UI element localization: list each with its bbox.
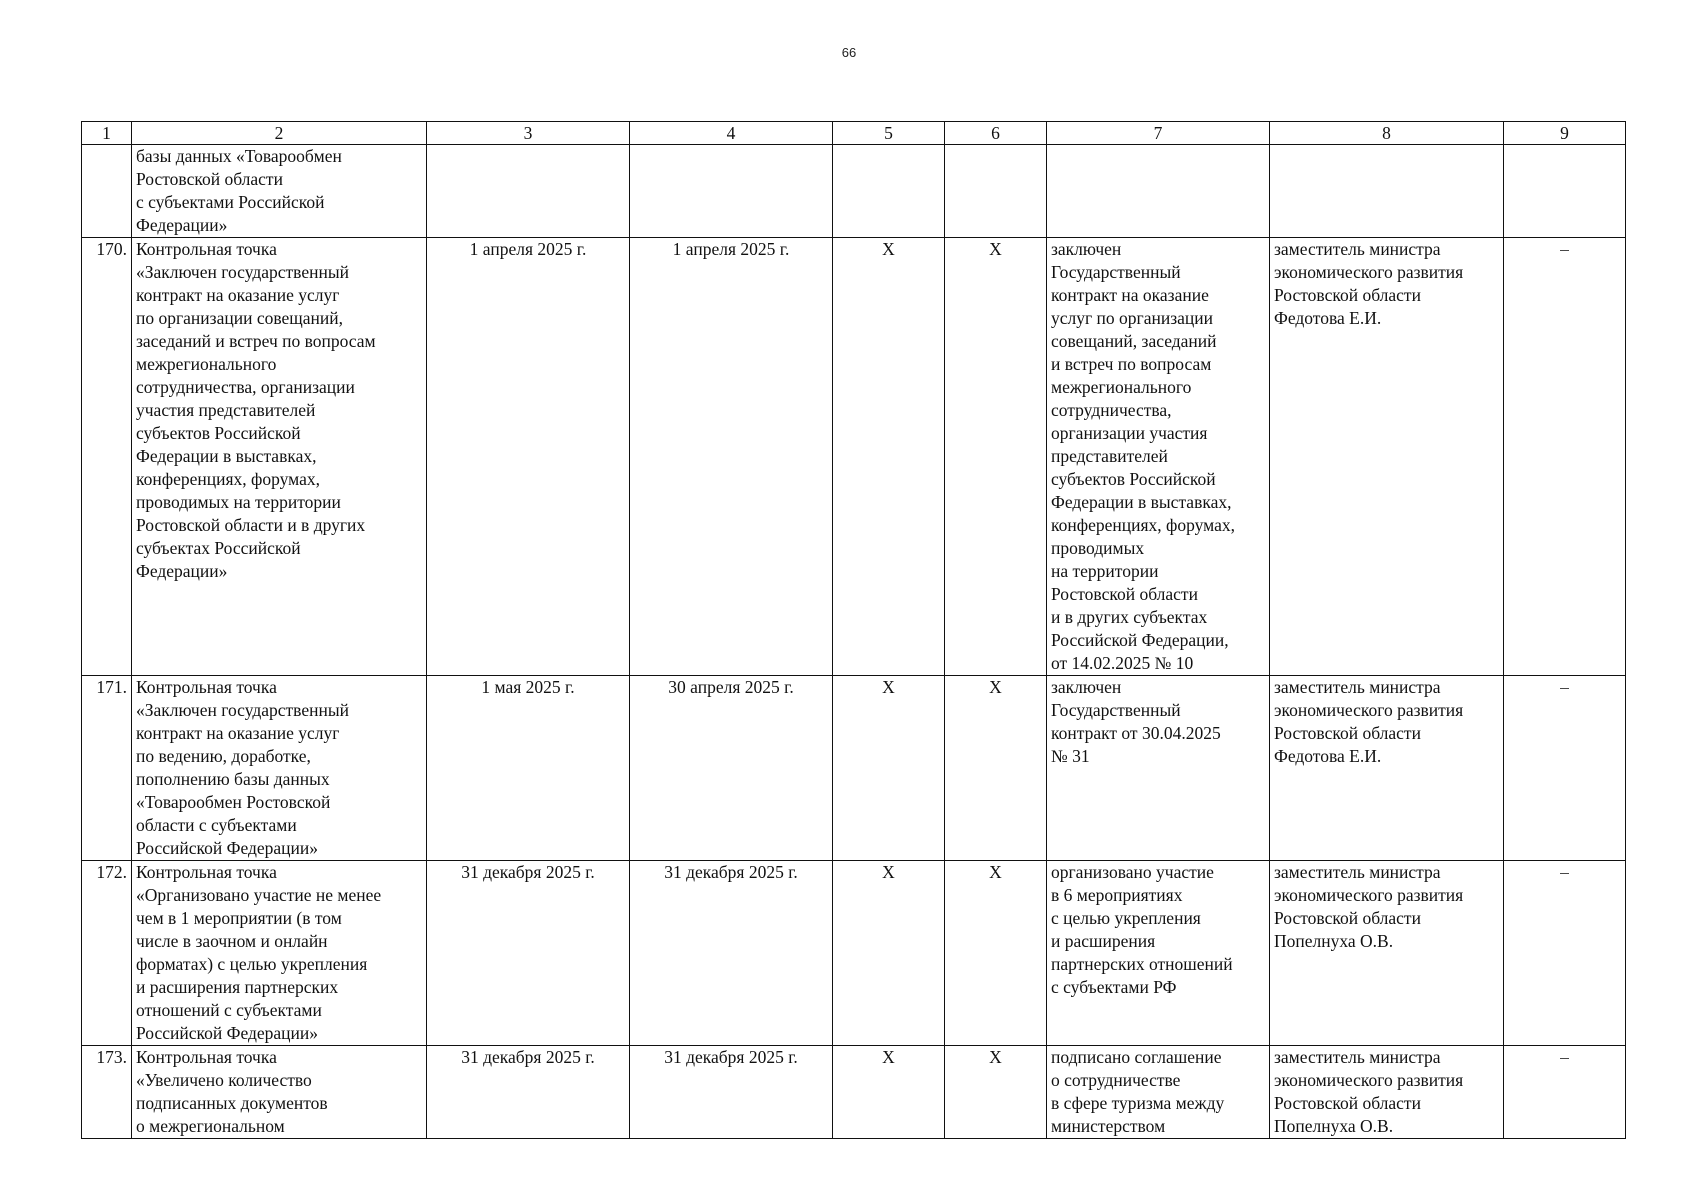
responsible-person: заместитель министра экономического развития Ростовской области Попелнуха О.В. bbox=[1270, 1046, 1504, 1139]
table-row bbox=[82, 676, 1626, 861]
column-6-value: X bbox=[945, 238, 1047, 676]
event-name: Контрольная точка «Увеличено количество подписанных документов о межрегиональном bbox=[132, 1046, 427, 1139]
result-text: заключен Государственный контракт на оказание услуг по организации совещаний, заседаний и встреч по вопросам межрегионального сотрудничества, организации участия представителей субъектов Российской Федерации в выставках, конференциях, форумах, проводимых на территории Ростовской области и в других субъектах Российской Федерации, от 14.02.2025 № 10 bbox=[1047, 238, 1270, 676]
control-points-table bbox=[81, 121, 1626, 1139]
responsible-person: заместитель министра экономического развития Ростовской области Попелнуха О.В. bbox=[1270, 861, 1504, 1046]
column-6-value: X bbox=[945, 676, 1047, 861]
column-6-value bbox=[945, 145, 1047, 238]
column-5-value: X bbox=[833, 1046, 945, 1139]
column-header: 3 bbox=[427, 122, 630, 145]
column-header: 1 bbox=[82, 122, 132, 145]
column-header: 8 bbox=[1270, 122, 1504, 145]
column-9-value: – bbox=[1504, 861, 1626, 1046]
column-6-value: X bbox=[945, 861, 1047, 1046]
planned-date: 31 декабря 2025 г. bbox=[427, 861, 630, 1046]
column-9-value: – bbox=[1504, 238, 1626, 676]
result-text: заключен Государственный контракт от 30.04.2025 № 31 bbox=[1047, 676, 1270, 861]
actual-date: 31 декабря 2025 г. bbox=[630, 861, 833, 1046]
planned-date: 1 апреля 2025 г. bbox=[427, 238, 630, 676]
column-6-value: X bbox=[945, 1046, 1047, 1139]
column-5-value: X bbox=[833, 676, 945, 861]
column-header: 6 bbox=[945, 122, 1047, 145]
result-text: подписано соглашение о сотрудничестве в сфере туризма между министерством bbox=[1047, 1046, 1270, 1139]
actual-date: 31 декабря 2025 г. bbox=[630, 1046, 833, 1139]
event-name: Контрольная точка «Заключен государственный контракт на оказание услуг по ведению, доработке, пополнению базы данных «Товарообмен Ростовской области с субъектами Российской Федерации» bbox=[132, 676, 427, 861]
actual-date: 1 апреля 2025 г. bbox=[630, 238, 833, 676]
column-9-value: – bbox=[1504, 676, 1626, 861]
column-header: 2 bbox=[132, 122, 427, 145]
row-number: 173. bbox=[82, 1046, 132, 1139]
table-row bbox=[82, 238, 1626, 676]
event-name: базы данных «Товарообмен Ростовской области с субъектами Российской Федерации» bbox=[132, 145, 427, 238]
table-row bbox=[82, 145, 1626, 238]
event-name: Контрольная точка «Организовано участие не менее чем в 1 мероприятии (в том числе в заочном и онлайн форматах) с целью укрепления и расширения партнерских отношений с субъектами Российской Федерации» bbox=[132, 861, 427, 1046]
result-text bbox=[1047, 145, 1270, 238]
responsible-person bbox=[1270, 145, 1504, 238]
row-number: 172. bbox=[82, 861, 132, 1046]
row-number: 170. bbox=[82, 238, 132, 676]
column-5-value: X bbox=[833, 861, 945, 1046]
table-row bbox=[82, 1046, 1626, 1139]
planned-date bbox=[427, 145, 630, 238]
table-row bbox=[82, 861, 1626, 1046]
result-text: организовано участие в 6 мероприятиях с целью укрепления и расширения партнерских отношений с субъектами РФ bbox=[1047, 861, 1270, 1046]
column-header: 9 bbox=[1504, 122, 1626, 145]
column-9-value: – bbox=[1504, 1046, 1626, 1139]
row-number bbox=[82, 145, 132, 238]
planned-date: 31 декабря 2025 г. bbox=[427, 1046, 630, 1139]
header-row bbox=[82, 122, 1626, 145]
column-9-value bbox=[1504, 145, 1626, 238]
event-name: Контрольная точка «Заключен государственный контракт на оказание услуг по организации совещаний, заседаний и встреч по вопросам межрегионального сотрудничества, организации участия представителей субъектов Российской Федерации в выставках, конференциях, форумах, проводимых на территории Ростовской области и в других субъектах Российской Федерации» bbox=[132, 238, 427, 676]
actual-date: 30 апреля 2025 г. bbox=[630, 676, 833, 861]
responsible-person: заместитель министра экономического развития Ростовской области Федотова Е.И. bbox=[1270, 676, 1504, 861]
column-5-value: X bbox=[833, 238, 945, 676]
column-5-value bbox=[833, 145, 945, 238]
column-header: 5 bbox=[833, 122, 945, 145]
column-header: 4 bbox=[630, 122, 833, 145]
page-number: 66 bbox=[841, 45, 857, 60]
column-header: 7 bbox=[1047, 122, 1270, 145]
row-number: 171. bbox=[82, 676, 132, 861]
actual-date bbox=[630, 145, 833, 238]
responsible-person: заместитель министра экономического развития Ростовской области Федотова Е.И. bbox=[1270, 238, 1504, 676]
planned-date: 1 мая 2025 г. bbox=[427, 676, 630, 861]
